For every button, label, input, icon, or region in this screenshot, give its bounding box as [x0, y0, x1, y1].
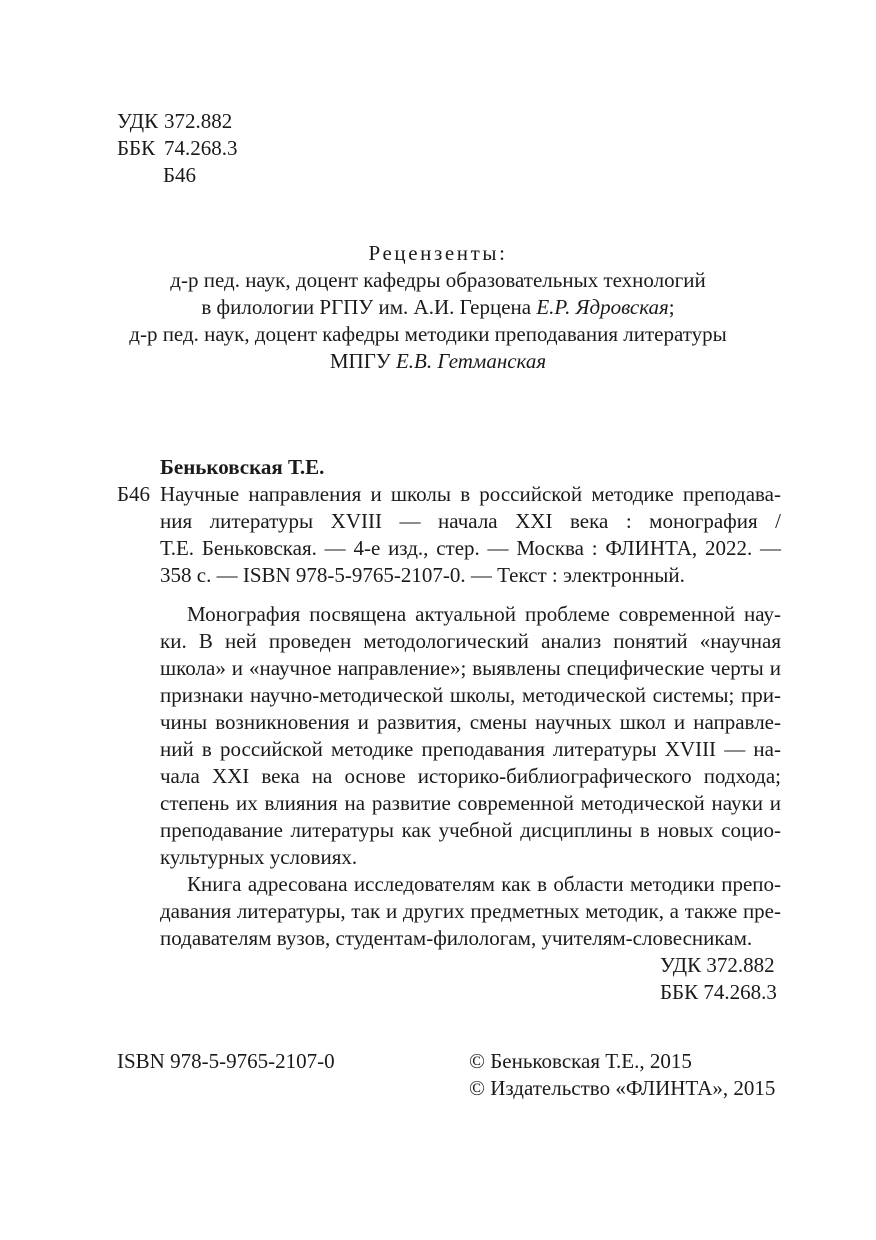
copyright-notices	[469, 1048, 775, 1102]
annotation-line: давания литературы, так и других предметных методик, а также пре-	[160, 899, 781, 923]
annotation-line: ки. В ней проведен методологический анализ понятий «научная	[160, 629, 781, 653]
bib-line: 358 с. — ISBN 978-5-9765-2107-0. — Текст : электронный.	[160, 563, 685, 587]
bib-author: Беньковская Т.Е.	[160, 455, 325, 479]
annotation-line: чины возникновения и развития, смены научных школ и направле-	[160, 710, 781, 734]
classification-codes	[117, 108, 238, 189]
reviewer-line	[0, 348, 876, 375]
copyright-author: © Беньковская Т.Е., 2015	[469, 1049, 692, 1073]
author-mark: Б46	[163, 163, 197, 187]
reviewer-line	[0, 267, 876, 294]
bbk-label: ББК	[117, 136, 156, 160]
reviewer-line	[0, 321, 866, 348]
bottom-classification-codes	[660, 952, 777, 1006]
annotation-line: ний в российской методике преподавания литературы XVIII — на-	[160, 737, 781, 761]
bbk-value: 74.268.3	[164, 136, 238, 160]
annotation-line: подавателям вузов, студентам-филологам, учителям-словесникам.	[160, 926, 753, 950]
annotation-line: преподавание литературы как учебной дисциплины в новых социо-	[160, 818, 781, 842]
annotation-line: степень их влияния на развитие современной методической науки и	[160, 791, 781, 815]
reviewer-line	[0, 294, 876, 321]
reviewer-name: Е.Р. Ядровская	[536, 295, 669, 319]
isbn: ISBN 978-5-9765-2107-0	[117, 1049, 335, 1073]
bib-line: Т.Е. Беньковская. — 4-е изд., стер. — Москва : ФЛИНТА, 2022. —	[160, 536, 781, 560]
udk-label: УДК	[117, 109, 159, 133]
reviewer-punct: ;	[668, 295, 675, 319]
reviewer-text: д-р пед. наук, доцент кафедры образовательных технологий	[170, 268, 706, 292]
annotation	[160, 601, 781, 952]
annotation-line: признаки научно-методической школы, методической системы; при-	[160, 683, 781, 707]
reviewer-name: Е.В. Гетманская	[395, 349, 547, 373]
copyright-publisher: © Издательство «ФЛИНТА», 2015	[469, 1076, 776, 1100]
bbk-code-row	[117, 135, 238, 162]
reviewer-text: д-р пед. наук, доцент кафедры методики преподавания литературы	[129, 322, 727, 346]
annotation-line: культурных условиях.	[160, 845, 358, 869]
annotation-line: школа» и «научное направление»; выявлены специфические черты и	[160, 656, 781, 680]
reviewers-section	[0, 240, 876, 375]
annotation-line: Монография посвящена актуальной проблеме современной нау-	[187, 602, 781, 626]
bib-description	[160, 481, 781, 589]
annotation-line: Книга адресована исследователям как в области методики препо-	[187, 872, 781, 896]
udk-code-row	[117, 108, 238, 135]
bib-line: ния литературы XVIII — начала XXI века : монография /	[160, 509, 781, 533]
bib-line: Научные направления и школы в российской методике преподава-	[160, 482, 781, 506]
reviewers-title: Рецензенты:	[368, 241, 508, 265]
bottom-udk: УДК 372.882	[660, 953, 775, 977]
annotation-line: чала XXI века на основе историко-библиографического подхода;	[160, 764, 781, 788]
reviewer-text: в филологии РГПУ им. А.И. Герцена	[201, 295, 537, 319]
udk-value: 372.882	[164, 109, 233, 133]
bottom-bbk: ББК 74.268.3	[660, 980, 777, 1004]
bib-author-mark: Б46	[117, 482, 151, 506]
reviewer-text: МПГУ	[329, 349, 396, 373]
